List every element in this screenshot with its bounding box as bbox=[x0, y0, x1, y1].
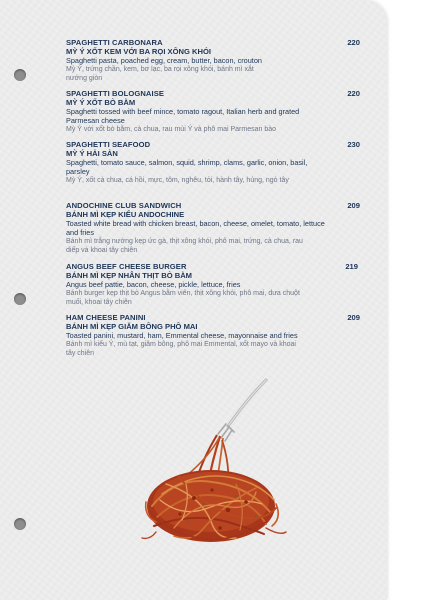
item-name-en: HAM CHEESE PANINI bbox=[66, 313, 146, 322]
item-name-en: SPAGHETTI BOLOGNAISE bbox=[66, 89, 165, 98]
item-name-en: SPAGHETTI SEAFOOD bbox=[66, 140, 151, 149]
item-description-vi: Mỳ Ý với xốt bò bằm, cà chua, rau mùi Ý và phô mai Parmesan bào bbox=[66, 126, 277, 133]
item-description-vi: Bánh mì kiểu Ý, mù tạt, giăm bông, phô mai Emmental, xốt mayo và khoai tây chiên bbox=[66, 341, 296, 357]
item-description-en: Toasted panini, mustard, ham, Emmental cheese, mayonnaise and fries bbox=[66, 331, 298, 340]
item-price: 220 bbox=[347, 89, 360, 98]
item-name-vi: MỲ Ý XỐT BÒ BẰM bbox=[66, 98, 136, 107]
item-description-en: Spaghetti pasta, poached egg, cream, butter, bacon, crouton bbox=[66, 56, 262, 65]
item-name-vi: BÁNH MÌ KẸP KIỂU ANDOCHINE bbox=[66, 210, 185, 219]
item-description-en: Toasted white bread with chicken breast, bacon, cheese, omelet, tomato, lettuce and fries bbox=[66, 219, 325, 237]
item-name-en: SPAGHETTI CARBONARA bbox=[66, 38, 163, 47]
item-description-en: Angus beef pattie, bacon, cheese, pickle, lettuce, fries bbox=[66, 280, 241, 289]
menu-item-spaghetti-bolognaise bbox=[66, 89, 360, 134]
item-price: 209 bbox=[347, 313, 360, 322]
item-name-vi: BÁNH MÌ KẸP GIĂM BÔNG PHÔ MAI bbox=[66, 322, 198, 331]
menu-item-spaghetti-carbonara bbox=[66, 38, 360, 83]
item-name-en: ANGUS BEEF CHEESE BURGER bbox=[66, 262, 187, 271]
item-name-vi: BÁNH MÌ KẸP NHÂN THỊT BÒ BẰM bbox=[66, 271, 192, 280]
punch-hole-icon bbox=[14, 518, 26, 530]
item-price: 220 bbox=[347, 38, 360, 47]
item-description-en: Spaghetti tossed with beef mince, tomato ragout, Italian herb and grated Parmesan cheese bbox=[66, 107, 300, 125]
item-description-en: Spaghetti, tomato sauce, salmon, squid, shrimp, clams, garlic, onion, basil, parsley bbox=[66, 158, 308, 176]
menu-item-ham-cheese-panini bbox=[66, 313, 360, 358]
item-description-vi: Bánh mì trắng nướng kẹp ức gà, thịt xông khói, phô mai, trứng, cà chua, rau diếp và khoai tây chiên bbox=[66, 238, 303, 254]
item-name-en: ANDOCHINE CLUB SANDWICH bbox=[66, 201, 182, 210]
item-price: 230 bbox=[347, 140, 360, 149]
item-description-vi: Mỳ Ý, xốt cà chua, cá hồi, mực, tôm, nghêu, tỏi, hành tây, húng, ngò tây bbox=[66, 177, 289, 184]
item-name-vi: MỲ Ý HẢI SẢN bbox=[66, 149, 118, 158]
menu-item-spaghetti-seafood bbox=[66, 140, 360, 185]
menu-item-angus-beef-cheese-burger bbox=[66, 262, 360, 307]
item-name-vi: MỲ Ý XỐT KEM VỚI BA RỌI XÔNG KHÓI bbox=[66, 47, 212, 56]
punch-hole-icon bbox=[14, 293, 26, 305]
item-price: 209 bbox=[347, 201, 360, 210]
item-price: 219 bbox=[345, 262, 358, 271]
spaghetti-fork-icon bbox=[116, 372, 306, 562]
punch-hole-icon bbox=[14, 69, 26, 81]
item-description-vi: Bánh burger kẹp thịt bò Angus bằm viên, thịt xông khói, phô mai, dưa chuột muối, khoai tây chiên bbox=[66, 290, 300, 306]
menu-item-andochine-club-sandwich bbox=[66, 201, 360, 255]
item-description-vi: Mỳ Ý, trứng chần, kem, bơ lạc, ba rọi xông khói, bánh mì xắt nướng giòn bbox=[66, 66, 254, 82]
